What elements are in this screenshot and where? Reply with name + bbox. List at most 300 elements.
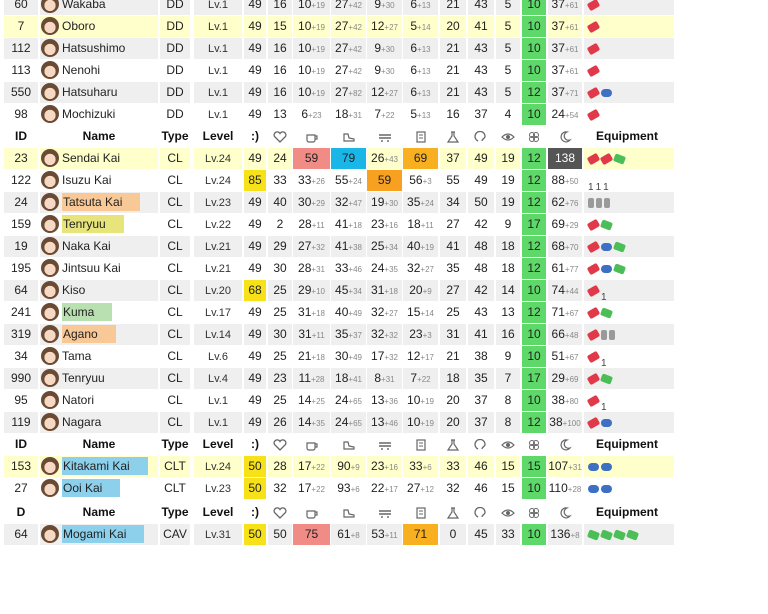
- stat-level: [194, 214, 242, 235]
- stat-aa: [367, 280, 402, 301]
- eye-icon[interactable]: [496, 434, 520, 455]
- flask-icon[interactable]: [440, 434, 466, 455]
- equipment-green-icon[interactable]: [600, 373, 613, 384]
- stat-value: 5: [504, 63, 512, 77]
- equipment-cell: [584, 412, 674, 433]
- stat-type: [160, 368, 190, 389]
- stat-bonus: +27: [384, 23, 398, 32]
- stat-bonus: +32: [384, 331, 398, 340]
- equipment-gray-icon[interactable]: [609, 330, 615, 340]
- table-row[interactable]: [0, 324, 672, 346]
- cup-icon[interactable]: [293, 126, 330, 147]
- table-row[interactable]: [0, 170, 672, 192]
- table-row[interactable]: [0, 82, 672, 104]
- eye-icon[interactable]: [496, 126, 520, 147]
- stat-mood: [244, 0, 266, 15]
- equipment-green-icon[interactable]: [613, 529, 626, 540]
- stat-value: 46: [474, 459, 488, 473]
- stat-fuel: [268, 148, 292, 169]
- header-mood[interactable]: :): [244, 502, 266, 523]
- stat-aa: [367, 258, 402, 279]
- equipment-red-icon[interactable]: [587, 153, 601, 165]
- equipment-red-icon[interactable]: [587, 65, 601, 77]
- table-row[interactable]: [0, 390, 672, 412]
- stat-asw: [468, 456, 494, 477]
- ship-avatar: [41, 193, 59, 211]
- stat-ar: [403, 524, 438, 545]
- ship-name-label[interactable]: Nagara: [62, 415, 102, 429]
- stat-los: [496, 390, 520, 411]
- equipment-one-icon[interactable]: 1: [595, 181, 602, 191]
- stat-value: 43: [474, 0, 488, 11]
- stat-level: [194, 412, 242, 433]
- stat-fp: [293, 236, 330, 257]
- stat-value: 49: [248, 63, 262, 77]
- stat-mood: [244, 82, 266, 103]
- equipment-gray-icon[interactable]: [604, 198, 610, 208]
- ship-name-label[interactable]: Tenryuu: [62, 215, 124, 233]
- equipment-one-icon[interactable]: 1: [588, 181, 594, 191]
- stat-value: 9: [374, 0, 382, 11]
- clover-icon[interactable]: [522, 126, 546, 147]
- shoe-icon[interactable]: [331, 126, 366, 147]
- equipment-gray-icon[interactable]: [596, 198, 602, 208]
- ship-name-label[interactable]: Nenohi: [62, 63, 101, 77]
- stat-value: 49: [248, 19, 262, 33]
- stat-id: [4, 16, 38, 37]
- equipment-red-icon[interactable]: [587, 307, 601, 319]
- stat-bonus: +54: [564, 111, 579, 120]
- stat-value: 50: [248, 481, 262, 495]
- ship-name-label[interactable]: Mogami Kai: [62, 525, 144, 543]
- table-row[interactable]: [0, 104, 672, 126]
- stat-value: 27: [335, 41, 349, 55]
- stat-value: 31: [298, 305, 312, 319]
- table-row[interactable]: [0, 280, 672, 302]
- table-row[interactable]: [0, 16, 672, 38]
- stat-value: 32: [335, 195, 349, 209]
- equipment-green-icon[interactable]: [600, 219, 613, 230]
- table-row[interactable]: [0, 456, 672, 478]
- moon-icon[interactable]: [548, 434, 582, 455]
- equipment-blue-icon[interactable]: [601, 243, 612, 251]
- stat-value: CL: [167, 261, 183, 275]
- equipment-red-icon[interactable]: [587, 219, 601, 231]
- stat-value: 15: [527, 459, 541, 473]
- stat-value: 30: [298, 195, 312, 209]
- cup-icon[interactable]: [293, 434, 330, 455]
- equipment-red-icon[interactable]: [587, 329, 601, 341]
- stat-fp: [293, 16, 330, 37]
- equipment-blue-icon[interactable]: [601, 265, 612, 273]
- stat-spd: [522, 412, 546, 433]
- stat-fp: [293, 38, 330, 59]
- stat-value: Lv.1: [208, 21, 228, 33]
- stat-value: 56: [409, 173, 423, 187]
- header-row: [0, 502, 672, 524]
- stat-value: 38: [551, 393, 565, 407]
- ship-name-label[interactable]: Tama: [62, 349, 92, 363]
- stat-bonus: +6: [422, 463, 432, 472]
- equipment-red-icon[interactable]: [587, 395, 601, 407]
- stat-value: 74: [551, 283, 565, 297]
- stat-value: 22: [371, 481, 385, 495]
- table-row[interactable]: [0, 38, 672, 60]
- stat-value: CL: [167, 393, 183, 407]
- gun-icon[interactable]: [367, 434, 402, 455]
- stat-value: 13: [273, 107, 287, 121]
- stat-los: [496, 324, 520, 345]
- stat-type: [160, 0, 190, 15]
- header-id[interactable]: D: [4, 502, 38, 523]
- header-type[interactable]: Type: [160, 126, 190, 147]
- stat-value: 30: [335, 349, 349, 363]
- stat-bonus: +10: [311, 287, 325, 296]
- equipment-green-icon[interactable]: [613, 241, 626, 252]
- stat-value: 37: [474, 393, 488, 407]
- ship-name-label[interactable]: Ooi Kai: [62, 479, 120, 497]
- ship-name-label[interactable]: Kuma: [62, 303, 112, 321]
- stat-los: [496, 0, 520, 15]
- stat-bonus: +9: [422, 287, 432, 296]
- stat-value: Lv.1: [208, 65, 228, 77]
- table-row[interactable]: [0, 524, 672, 546]
- stat-value: CL: [167, 349, 183, 363]
- header-equip[interactable]: Equipment: [584, 502, 670, 523]
- equipment-red-icon[interactable]: [587, 0, 601, 11]
- clover-icon[interactable]: [522, 502, 546, 523]
- equipment-red-icon[interactable]: [587, 87, 601, 99]
- ship-name-label[interactable]: Mochizuki: [62, 107, 116, 121]
- flask-icon[interactable]: [440, 502, 466, 523]
- table-row[interactable]: [0, 0, 672, 16]
- stat-value: 49: [474, 173, 488, 187]
- ear-icon[interactable]: [468, 434, 494, 455]
- stat-value: 40: [407, 239, 421, 253]
- ship-name-label[interactable]: Tatsuta Kai: [62, 193, 140, 211]
- stat-fuel: [268, 346, 292, 367]
- ear-icon[interactable]: [468, 126, 494, 147]
- ship-avatar: [41, 171, 59, 189]
- ship-name-label[interactable]: Isuzu Kai: [62, 173, 112, 187]
- stat-value: 37: [551, 85, 565, 99]
- stat-value: 93: [337, 481, 351, 495]
- stat-aa: [367, 368, 402, 389]
- moon-icon[interactable]: [548, 502, 582, 523]
- stat-id: [4, 390, 38, 411]
- ship-avatar: [41, 149, 59, 167]
- equipment-one-icon[interactable]: 1: [603, 181, 609, 191]
- ship-name-label[interactable]: Naka Kai: [62, 239, 111, 253]
- ship-name-label[interactable]: Kiso: [62, 283, 86, 297]
- clover-icon[interactable]: [522, 434, 546, 455]
- ship-name-label[interactable]: Oboro: [62, 19, 96, 33]
- stat-bonus: +27: [420, 265, 434, 274]
- table-row[interactable]: [0, 258, 672, 280]
- stat-ev: [440, 192, 466, 213]
- stat-value: 10: [527, 481, 541, 495]
- stat-value: 55: [446, 173, 460, 187]
- header-mood[interactable]: :): [244, 434, 266, 455]
- heart-icon[interactable]: [268, 502, 292, 523]
- equipment-red-icon[interactable]: [587, 43, 601, 55]
- table-row[interactable]: [0, 302, 672, 324]
- stat-type: [160, 60, 190, 81]
- stat-los: [496, 104, 520, 125]
- stat-type: [160, 104, 190, 125]
- box-icon[interactable]: [403, 502, 438, 523]
- equipment-cell: [584, 38, 674, 59]
- table-row[interactable]: [0, 236, 672, 258]
- stat-type: [160, 280, 190, 301]
- stat-value: 34: [14, 349, 28, 363]
- ship-name-label[interactable]: Wakaba: [62, 0, 106, 11]
- stat-aa: [367, 478, 402, 499]
- stat-value: 24: [335, 415, 349, 429]
- header-equip[interactable]: Equipment: [584, 434, 670, 455]
- ship-name-label[interactable]: Tenryuu: [62, 371, 105, 385]
- equipment-gray-icon[interactable]: [588, 198, 594, 208]
- table-row[interactable]: [0, 368, 672, 390]
- stat-bonus: +61: [564, 67, 579, 76]
- stat-value: 20: [446, 19, 460, 33]
- stat-luck: [548, 214, 582, 235]
- shoe-icon[interactable]: [331, 502, 366, 523]
- equipment-green-icon[interactable]: [600, 529, 613, 540]
- equipment-red-icon[interactable]: [587, 285, 601, 297]
- table-row[interactable]: [0, 192, 672, 214]
- ship-name-label[interactable]: Kitakami Kai: [62, 457, 148, 475]
- equipment-red-icon[interactable]: [600, 153, 614, 165]
- stat-mood: [244, 280, 266, 301]
- equipment-red-icon[interactable]: [587, 241, 601, 253]
- equipment-one-icon[interactable]: 1: [601, 401, 607, 411]
- stat-value: 90: [337, 459, 351, 473]
- equipment-blue-icon[interactable]: [588, 485, 599, 493]
- stat-luck: [548, 16, 582, 37]
- stat-ev: [440, 390, 466, 411]
- equipment-green-icon[interactable]: [626, 529, 639, 540]
- equipment-red-icon[interactable]: [587, 263, 601, 275]
- ship-name-label[interactable]: Jintsuu Kai: [62, 261, 121, 275]
- table-row[interactable]: [0, 412, 672, 434]
- stat-value: 10: [527, 393, 541, 407]
- stat-bonus: +28: [567, 485, 582, 494]
- stat-bonus: +46: [348, 265, 362, 274]
- stat-ar: [403, 368, 438, 389]
- stat-bonus: +42: [348, 45, 362, 54]
- stat-bonus: +18: [348, 221, 362, 230]
- stat-value: 27: [335, 85, 349, 99]
- stat-los: [496, 412, 520, 433]
- stat-tp: [331, 478, 366, 499]
- header-name[interactable]: Name: [40, 434, 158, 455]
- gun-icon[interactable]: [367, 126, 402, 147]
- stat-bonus: +50: [564, 177, 579, 186]
- equipment-blue-icon[interactable]: [601, 419, 612, 427]
- stat-bonus: +31: [568, 463, 582, 472]
- equipment-red-icon[interactable]: [587, 109, 601, 121]
- equipment-cell: [584, 16, 674, 37]
- header-level[interactable]: Level: [194, 434, 242, 455]
- stat-value: 10: [298, 63, 312, 77]
- equipment-red-icon[interactable]: [587, 351, 601, 363]
- table-row[interactable]: [0, 148, 672, 170]
- stat-mood: [244, 258, 266, 279]
- ship-avatar: [41, 83, 59, 101]
- stat-luck: [548, 302, 582, 323]
- stat-id: [4, 236, 38, 257]
- gun-icon[interactable]: [367, 502, 402, 523]
- stat-value: 34: [446, 195, 460, 209]
- stat-bonus: +47: [348, 199, 362, 208]
- equipment-blue-icon[interactable]: [588, 463, 599, 471]
- equipment-red-icon[interactable]: [587, 373, 601, 385]
- stat-aa: [367, 16, 402, 37]
- box-icon[interactable]: [403, 126, 438, 147]
- header-name[interactable]: Name: [40, 126, 158, 147]
- stat-level: [194, 368, 242, 389]
- stat-los: [496, 524, 520, 545]
- stat-value: Lv.17: [204, 307, 232, 319]
- ship-avatar: [41, 259, 59, 277]
- stat-mood: [244, 16, 266, 37]
- table-row[interactable]: [0, 478, 672, 500]
- stat-value: 195: [10, 261, 32, 275]
- box-icon[interactable]: [403, 434, 438, 455]
- ship-name: [40, 478, 158, 499]
- stat-ev: [440, 0, 466, 15]
- table-row[interactable]: [0, 346, 672, 368]
- ship-name-label[interactable]: Sendai Kai: [62, 151, 121, 165]
- stat-fp: [293, 302, 330, 323]
- stat-type: [160, 170, 190, 191]
- equipment-green-icon[interactable]: [613, 153, 626, 164]
- ship-name-label[interactable]: Hatsuharu: [62, 85, 118, 99]
- stat-bonus: +69: [564, 375, 579, 384]
- stat-ev: [440, 258, 466, 279]
- header-level[interactable]: Level: [194, 502, 242, 523]
- header-row: [0, 126, 672, 148]
- stat-value: 10: [527, 19, 541, 33]
- ship-name-label[interactable]: Natori: [62, 393, 95, 407]
- stat-id: [4, 280, 38, 301]
- stat-fp: [293, 280, 330, 301]
- header-mood[interactable]: :): [244, 126, 266, 147]
- stat-fp: [293, 412, 330, 433]
- ear-icon[interactable]: [468, 502, 494, 523]
- equipment-green-icon[interactable]: [613, 263, 626, 274]
- stat-value: 45: [335, 283, 349, 297]
- equipment-blue-icon[interactable]: [601, 485, 612, 493]
- header-id[interactable]: ID: [4, 126, 38, 147]
- stat-value: 15: [273, 19, 287, 33]
- stat-mood: [244, 346, 266, 367]
- stat-value: Lv.23: [204, 483, 232, 495]
- stat-value: 98: [14, 107, 28, 121]
- stat-value: 69: [551, 217, 565, 231]
- eye-icon[interactable]: [496, 502, 520, 523]
- stat-tp: [331, 390, 366, 411]
- header-type[interactable]: Type: [160, 502, 190, 523]
- ship-name-label[interactable]: Hatsushimo: [62, 41, 126, 55]
- stat-value: 31: [446, 327, 460, 341]
- equipment-blue-icon[interactable]: [601, 89, 612, 97]
- header-type[interactable]: Type: [160, 434, 190, 455]
- stat-tp: [331, 280, 366, 301]
- stat-value: 61: [551, 261, 565, 275]
- stat-ar: [403, 170, 438, 191]
- heart-icon[interactable]: [268, 434, 292, 455]
- equipment-red-icon[interactable]: [587, 21, 601, 33]
- stat-ev: [440, 302, 466, 323]
- stat-value: 18: [335, 107, 349, 121]
- stat-value: 49: [248, 85, 262, 99]
- header-id[interactable]: ID: [4, 434, 38, 455]
- header-equip[interactable]: Equipment: [584, 126, 670, 147]
- stat-value: 6: [410, 0, 418, 11]
- header-name[interactable]: Name: [40, 502, 158, 523]
- equipment-gray-icon[interactable]: [601, 330, 607, 340]
- stat-bonus: +22: [311, 485, 325, 494]
- stat-los: [496, 192, 520, 213]
- stat-fuel: [268, 0, 292, 15]
- equipment-green-icon[interactable]: [600, 307, 613, 318]
- ship-avatar: [41, 525, 59, 543]
- equipment-blue-icon[interactable]: [601, 463, 612, 471]
- shoe-icon[interactable]: [331, 434, 366, 455]
- stat-fp: [293, 324, 330, 345]
- stat-los: [496, 148, 520, 169]
- stat-id: [4, 324, 38, 345]
- ship-name-label[interactable]: Agano: [62, 325, 116, 343]
- stat-ar: [403, 456, 438, 477]
- stat-spd: [522, 346, 546, 367]
- stat-value: CLT: [164, 481, 186, 495]
- stat-bonus: +31: [381, 375, 395, 384]
- stat-value: 75: [304, 527, 319, 541]
- heart-icon[interactable]: [268, 126, 292, 147]
- stat-value: 136: [550, 527, 571, 541]
- stat-tp: [331, 60, 366, 81]
- stat-id: [4, 192, 38, 213]
- equipment-red-icon[interactable]: [587, 417, 601, 429]
- stat-type: [160, 302, 190, 323]
- stat-bonus: +71: [564, 89, 579, 98]
- stat-bonus: +100: [562, 419, 581, 428]
- ship-name: [40, 38, 158, 59]
- stat-value: 30: [273, 327, 287, 341]
- equipment-one-icon[interactable]: 1: [601, 291, 607, 301]
- header-level[interactable]: Level: [194, 126, 242, 147]
- stat-id: [4, 478, 38, 499]
- stat-value: 990: [10, 371, 32, 385]
- stat-value: CL: [167, 195, 183, 209]
- moon-icon[interactable]: [548, 126, 582, 147]
- stat-asw: [468, 148, 494, 169]
- stat-ev: [440, 16, 466, 37]
- stat-value: 6: [410, 41, 418, 55]
- stat-asw: [468, 16, 494, 37]
- cup-icon[interactable]: [293, 502, 330, 523]
- stat-bonus: +22: [311, 463, 325, 472]
- equipment-one-icon[interactable]: 1: [601, 357, 607, 367]
- table-row[interactable]: [0, 214, 672, 236]
- equipment-green-icon[interactable]: [587, 529, 600, 540]
- table-row[interactable]: [0, 60, 672, 82]
- flask-icon[interactable]: [440, 126, 466, 147]
- stat-value: 25: [273, 393, 287, 407]
